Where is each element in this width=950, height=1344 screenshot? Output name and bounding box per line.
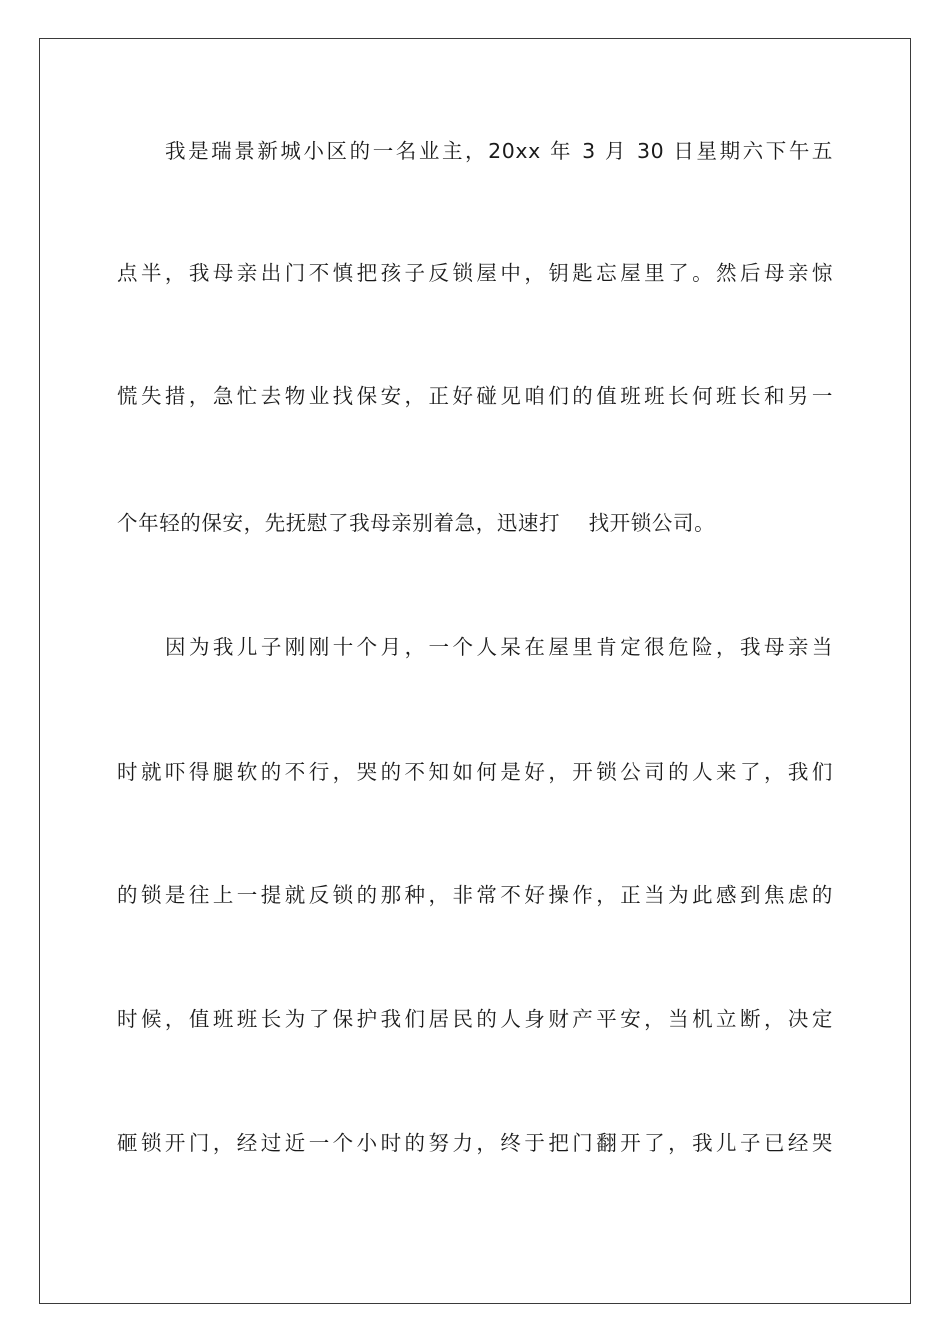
paragraph-2-line-5: 砸锁开门，经过近一个小时的努力，终于把门翻开了，我儿子已经哭: [117, 1131, 833, 1155]
paragraph-2-line-4: 时候，值班班长为了保护我们居民的人身财产平安，当机立断，决定: [117, 1007, 833, 1031]
paragraph-1-line-4: 个年轻的保安，先抚慰了我母亲别着急，迅速打 找开锁公司。: [117, 511, 716, 535]
paragraph-1-line-3: 慌失措，急忙去物业找保安，正好碰见咱们的值班班长何班长和另一: [117, 384, 833, 408]
paragraph-2-line-3: 的锁是往上一提就反锁的那种，非常不好操作，正当为此感到焦虑的: [117, 883, 833, 907]
paragraph-1-line-2: 点半，我母亲出门不慎把孩子反锁屋中，钥匙忘屋里了。然后母亲惊: [117, 261, 833, 285]
page-border: [39, 38, 911, 1304]
paragraph-2-line-1: 因为我儿子刚刚十个月，一个人呆在屋里肯定很危险，我母亲当: [165, 635, 833, 659]
paragraph-2-line-2: 时就吓得腿软的不行，哭的不知如何是好，开锁公司的人来了，我们: [117, 760, 833, 784]
paragraph-1-line-1: 我是瑞景新城小区的一名业主，20xx 年 3 月 30 日星期六下午五: [165, 139, 833, 163]
